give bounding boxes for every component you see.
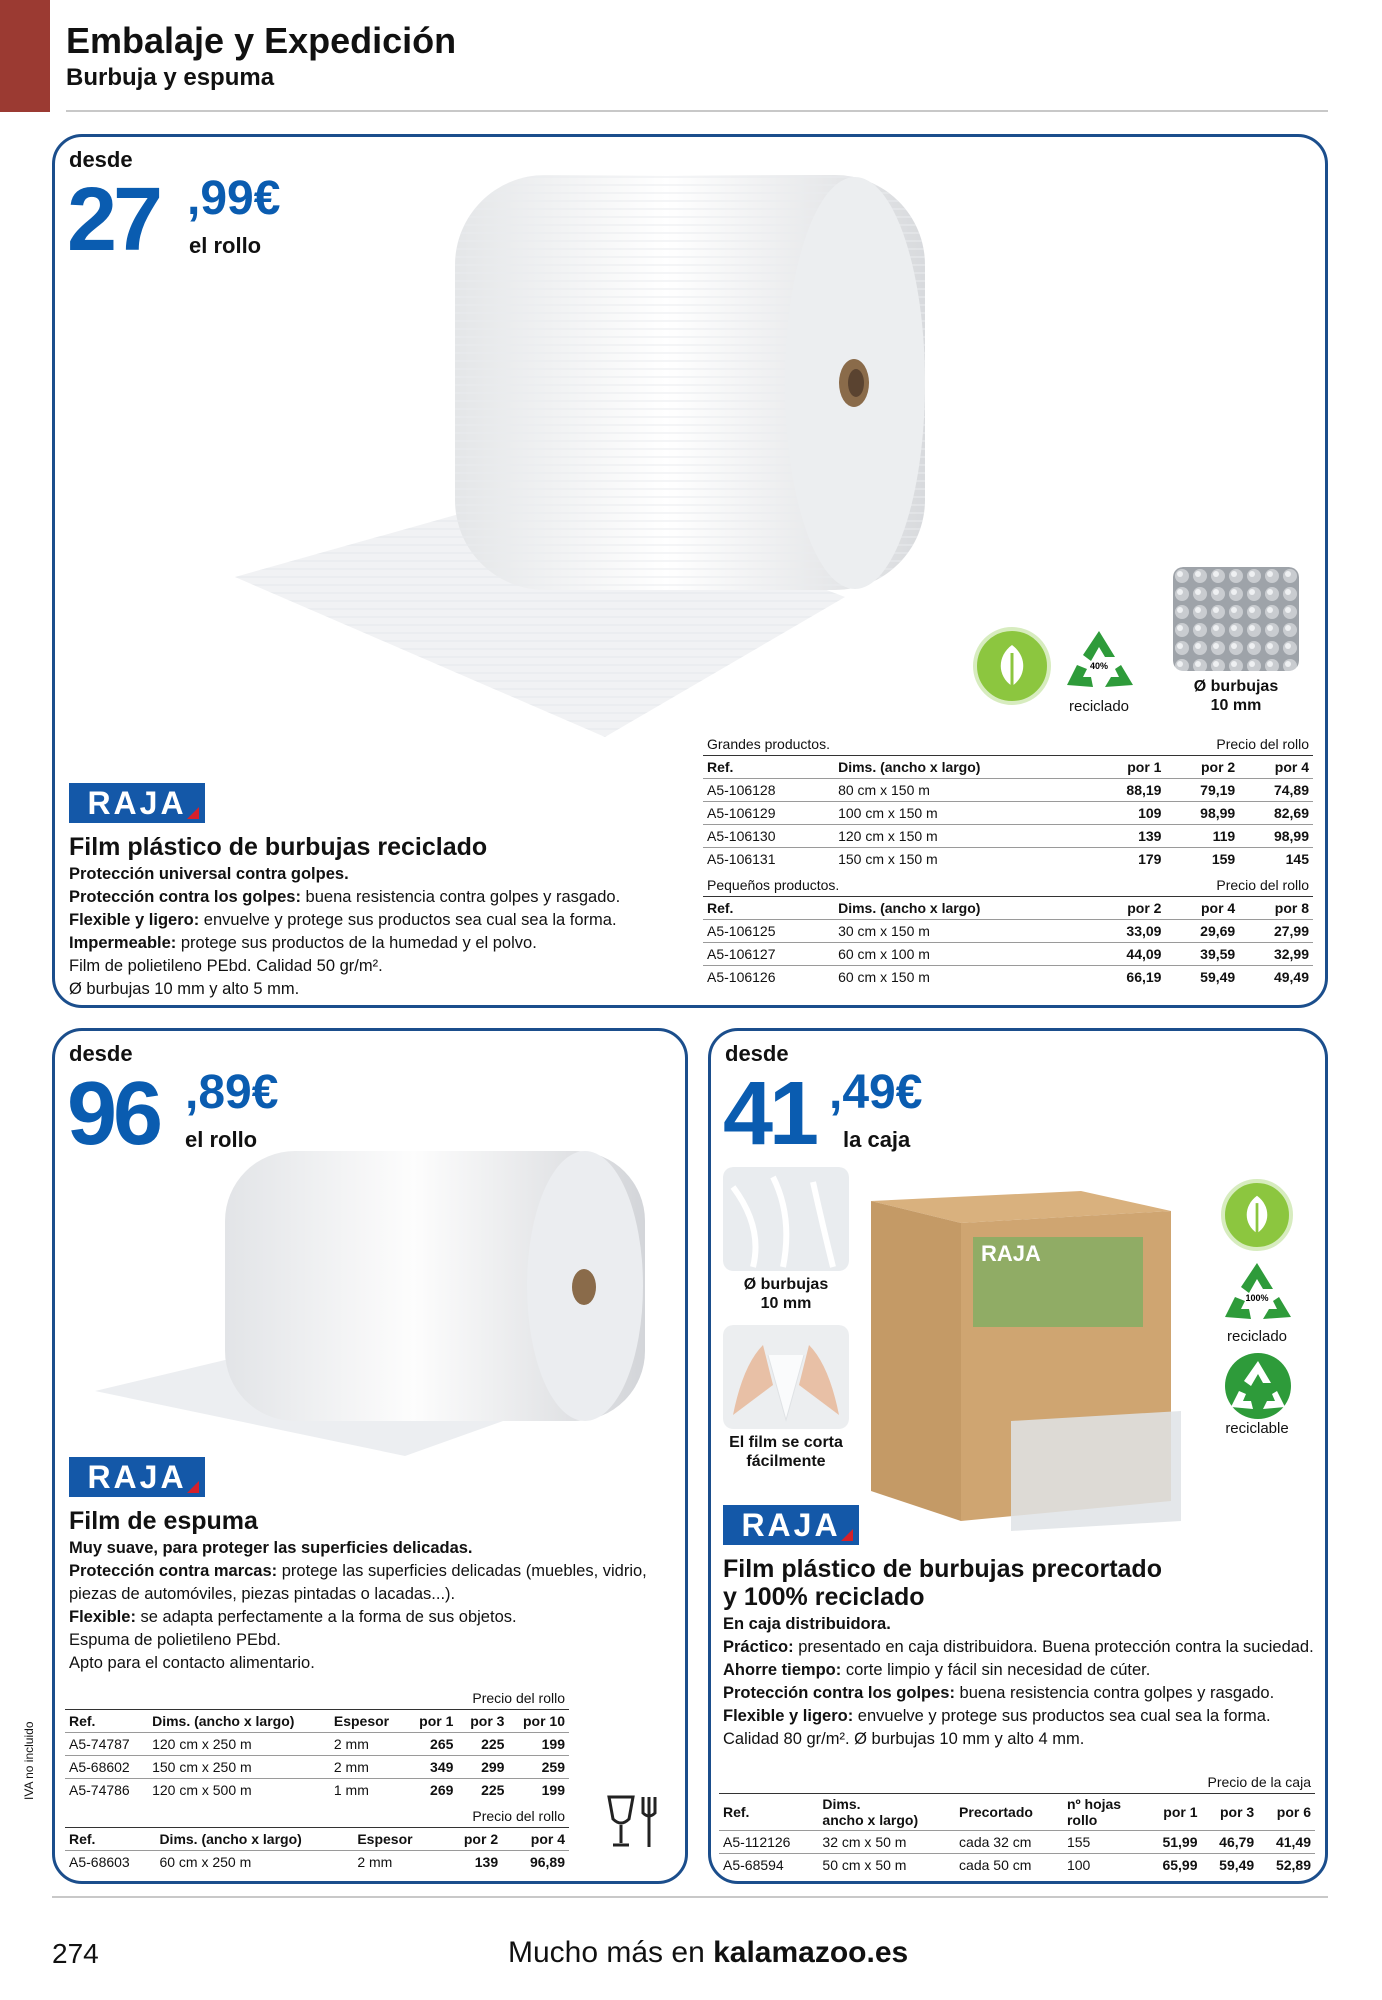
table-row bbox=[719, 1854, 1315, 1877]
table-cell: 27,99 bbox=[1239, 920, 1313, 943]
header-divider bbox=[66, 110, 1328, 112]
table-cell: 29,69 bbox=[1165, 920, 1239, 943]
raja-brand-logo bbox=[69, 1457, 205, 1497]
price-from-label: desde bbox=[69, 1041, 133, 1066]
product-description bbox=[69, 863, 709, 1001]
col-header: Espesor bbox=[353, 1828, 436, 1851]
spec-line: Apto para el contacto alimentario. bbox=[69, 1654, 315, 1672]
col-header: Ref. bbox=[719, 1794, 818, 1831]
product-title: Film plástico de burbujas reciclado bbox=[69, 833, 488, 861]
col-header: por 1 bbox=[406, 1710, 457, 1733]
col-header: por 1 bbox=[1145, 1794, 1202, 1831]
table-row bbox=[703, 920, 1313, 943]
price-decimals: ,89€ bbox=[185, 1066, 279, 1119]
table-cell: 33,09 bbox=[1092, 920, 1166, 943]
thumb-caption-cut bbox=[711, 1433, 861, 1471]
table-cell: 265 bbox=[406, 1733, 457, 1756]
eco-leaf-icon bbox=[973, 627, 1051, 705]
col-header: por 2 bbox=[437, 1828, 503, 1851]
table-cell: 60 cm x 100 m bbox=[834, 943, 1092, 966]
page-title: Embalaje y Expedición bbox=[66, 20, 457, 61]
table-cell: 98,99 bbox=[1239, 825, 1313, 848]
feature-label: Flexible y ligero: bbox=[69, 911, 200, 929]
table-cell: 66,19 bbox=[1092, 966, 1166, 989]
feature-label: Ahorre tiempo: bbox=[723, 1661, 842, 1679]
feature-text: buena resistencia contra golpes y rasgado. bbox=[300, 888, 621, 906]
table-cell: A5-106126 bbox=[703, 966, 834, 989]
price-decimals: ,49€ bbox=[829, 1066, 923, 1119]
table-section-label: Grandes productos. bbox=[707, 736, 830, 752]
section-color-tab bbox=[0, 0, 50, 112]
price-from-label: desde bbox=[69, 147, 133, 172]
table-cell: 79,19 bbox=[1165, 779, 1239, 802]
raja-brand-logo bbox=[723, 1505, 859, 1545]
product-tagline: En caja distribuidora. bbox=[723, 1615, 891, 1633]
table-cell: cada 50 cm bbox=[955, 1854, 1063, 1877]
col-header: por 3 bbox=[457, 1710, 508, 1733]
table-cell: 109 bbox=[1092, 802, 1166, 825]
table-cell: 50 cm x 50 m bbox=[818, 1854, 955, 1877]
feature-text: envuelve y protege sus productos sea cual sea la forma. bbox=[199, 911, 617, 929]
price-integer: 96 bbox=[67, 1064, 160, 1164]
table-row bbox=[703, 943, 1313, 966]
col-header: por 6 bbox=[1258, 1794, 1315, 1831]
feature-text: protege sus productos de la humedad y el polvo. bbox=[176, 934, 537, 952]
page-subtitle: Burbuja y espuma bbox=[66, 64, 275, 91]
table-price-header: Precio de la caja bbox=[1207, 1774, 1311, 1790]
price-unit: el rollo bbox=[189, 233, 262, 258]
price-table-large bbox=[703, 733, 1313, 988]
price-unit: la caja bbox=[843, 1127, 911, 1152]
table-cell: 225 bbox=[457, 1779, 508, 1802]
col-header: por 8 bbox=[1239, 897, 1313, 920]
product-description bbox=[69, 1537, 669, 1675]
table-cell: 41,49 bbox=[1258, 1831, 1315, 1854]
price-integer: 27 bbox=[67, 170, 160, 270]
product-tagline: Muy suave, para proteger las superficies delicadas. bbox=[69, 1539, 473, 1557]
table-cell: 120 cm x 150 m bbox=[834, 825, 1092, 848]
table-cell: 39,59 bbox=[1165, 943, 1239, 966]
table-cell: A5-106127 bbox=[703, 943, 834, 966]
recyclable-label: reciclable bbox=[1225, 1420, 1289, 1437]
table-cell: 225 bbox=[457, 1733, 508, 1756]
table-price-header: Precio del rollo bbox=[1216, 877, 1309, 893]
thumb-caption-line1: Ø burbujas bbox=[743, 1276, 829, 1293]
feature-text: corte limpio y fácil sin necesidad de cúter. bbox=[841, 1661, 1151, 1679]
col-header: Precortado bbox=[955, 1794, 1063, 1831]
price-integer: 41 bbox=[723, 1064, 816, 1164]
col-header: Ref. bbox=[65, 1828, 155, 1851]
footer-divider bbox=[52, 1896, 1328, 1898]
col-header: por 2 bbox=[1092, 897, 1166, 920]
feature-label: Flexible y ligero: bbox=[723, 1707, 854, 1725]
table-cell: 49,49 bbox=[1239, 966, 1313, 989]
table-cell: 2 mm bbox=[353, 1851, 436, 1874]
product-panel-precut-bubble bbox=[708, 1028, 1328, 1884]
bubble-size-label bbox=[1163, 677, 1309, 715]
raja-brand-logo bbox=[69, 783, 205, 823]
table-cell: 155 bbox=[1063, 1831, 1145, 1854]
footer-site[interactable]: kalamazoo.es bbox=[713, 1936, 909, 1969]
table-cell: 32,99 bbox=[1239, 943, 1313, 966]
brand-text: RAJA bbox=[87, 785, 187, 821]
recycled-icon bbox=[1061, 627, 1137, 693]
spec-line: Espuma de polietileno PEbd. bbox=[69, 1631, 281, 1649]
table-cell: 65,99 bbox=[1145, 1854, 1202, 1877]
table-row bbox=[719, 1831, 1315, 1854]
table-cell: 46,79 bbox=[1202, 1831, 1259, 1854]
price-table-foam-small bbox=[65, 1805, 569, 1873]
table-cell: 59,49 bbox=[1202, 1854, 1259, 1877]
table-cell: 199 bbox=[508, 1733, 569, 1756]
table-cell: 2 mm bbox=[330, 1733, 406, 1756]
col-header: Dims. (ancho x largo) bbox=[834, 756, 1092, 779]
col-header: por 4 bbox=[502, 1828, 569, 1851]
table-row bbox=[703, 966, 1313, 989]
recycled-pct: 40% bbox=[1089, 661, 1109, 671]
col-header: Espesor bbox=[330, 1710, 406, 1733]
brand-text: RAJA bbox=[741, 1507, 841, 1543]
bubble-size-label-line1: Ø burbujas bbox=[1193, 678, 1279, 695]
bubble-wrap-roll-image bbox=[135, 157, 1095, 757]
table-cell: 44,09 bbox=[1092, 943, 1166, 966]
table-cell: 60 cm x 150 m bbox=[834, 966, 1092, 989]
table-cell: 74,89 bbox=[1239, 779, 1313, 802]
recycled-icon bbox=[1219, 1259, 1295, 1325]
table-row bbox=[65, 1851, 569, 1874]
table-cell: A5-106128 bbox=[703, 779, 834, 802]
col-header: por 1 bbox=[1092, 756, 1166, 779]
table-cell: A5-74786 bbox=[65, 1779, 148, 1802]
product-title-line2: y 100% reciclado bbox=[723, 1583, 925, 1611]
col-header: por 4 bbox=[1165, 897, 1239, 920]
eco-leaf-icon bbox=[1221, 1179, 1293, 1251]
feature-text: envuelve y protege sus productos sea cual sea la forma. Calidad 80 gr/m². Ø burbujas 10 mm y alto 4 mm. bbox=[723, 1707, 1271, 1748]
table-cell: 98,99 bbox=[1165, 802, 1239, 825]
table-cell: A5-106129 bbox=[703, 802, 834, 825]
table-row bbox=[703, 825, 1313, 848]
table-cell: A5-68603 bbox=[65, 1851, 155, 1874]
col-header: Ref. bbox=[703, 756, 834, 779]
price-decimals: ,99€ bbox=[187, 172, 281, 225]
page-number: 274 bbox=[52, 1938, 99, 1969]
table-cell: 82,69 bbox=[1239, 802, 1313, 825]
footer-link[interactable] bbox=[508, 1936, 908, 1970]
table-row bbox=[703, 848, 1313, 871]
recyclable-icon bbox=[1223, 1351, 1293, 1421]
feature-label: Protección contra marcas: bbox=[69, 1562, 278, 1580]
table-cell: 88,19 bbox=[1092, 779, 1166, 802]
col-header: Dims. ancho x largo) bbox=[818, 1794, 955, 1831]
table-row bbox=[65, 1733, 569, 1756]
col-header: Dims. (ancho x largo) bbox=[148, 1710, 330, 1733]
thumb-caption-bubbles bbox=[711, 1275, 861, 1313]
thumb-caption-line2: 10 mm bbox=[760, 1295, 812, 1312]
table-cell: 52,89 bbox=[1258, 1854, 1315, 1877]
col-header: Ref. bbox=[703, 897, 834, 920]
table-cell: 120 cm x 250 m bbox=[148, 1733, 330, 1756]
thumb-caption-line2: fácilmente bbox=[746, 1453, 826, 1470]
table-cell: 199 bbox=[508, 1779, 569, 1802]
table-cell: 120 cm x 500 m bbox=[148, 1779, 330, 1802]
col-header: por 10 bbox=[508, 1710, 569, 1733]
col-header: por 3 bbox=[1202, 1794, 1259, 1831]
table-cell: 269 bbox=[406, 1779, 457, 1802]
product-title-line1: Film plástico de burbujas precortado bbox=[723, 1555, 1162, 1583]
svg-text:RAJA: RAJA bbox=[981, 1241, 1041, 1266]
table-cell: 145 bbox=[1239, 848, 1313, 871]
price-table-foam bbox=[65, 1687, 569, 1801]
price-table-precut bbox=[719, 1771, 1315, 1876]
table-cell: 51,99 bbox=[1145, 1831, 1202, 1854]
table-price-header: Precio del rollo bbox=[1216, 736, 1309, 752]
product-panel-foam bbox=[52, 1028, 688, 1884]
table-cell: 139 bbox=[1092, 825, 1166, 848]
feature-label: Protección contra los golpes: bbox=[723, 1684, 955, 1702]
brand-text: RAJA bbox=[87, 1459, 187, 1495]
table-row bbox=[65, 1756, 569, 1779]
recycled-label: reciclado bbox=[1068, 698, 1130, 715]
table-row bbox=[65, 1779, 569, 1802]
table-cell: 100 cm x 150 m bbox=[834, 802, 1092, 825]
table-cell: 119 bbox=[1165, 825, 1239, 848]
product-title: Film de espuma bbox=[69, 1507, 258, 1535]
table-cell: 32 cm x 50 m bbox=[818, 1831, 955, 1854]
table-cell: 259 bbox=[508, 1756, 569, 1779]
col-header: por 2 bbox=[1165, 756, 1239, 779]
thumb-caption-line1: El film se corta bbox=[729, 1434, 843, 1451]
col-header: Dims. (ancho x largo) bbox=[155, 1828, 353, 1851]
col-header: nº hojas rollo bbox=[1063, 1794, 1145, 1831]
table-cell: 100 bbox=[1063, 1854, 1145, 1877]
recycled-pct: 100% bbox=[1245, 1293, 1269, 1303]
spec-line: Film de polietileno PEbd. Calidad 50 gr/m². bbox=[69, 957, 383, 975]
bubble-size-label-line2: 10 mm bbox=[1210, 697, 1262, 714]
feature-label: Práctico: bbox=[723, 1638, 794, 1656]
table-price-header: Precio del rollo bbox=[472, 1690, 565, 1706]
feature-label: Impermeable: bbox=[69, 934, 177, 952]
footer-text: Mucho más en bbox=[508, 1936, 714, 1969]
price-from-label: desde bbox=[725, 1041, 789, 1066]
table-cell: 139 bbox=[437, 1851, 503, 1874]
product-tagline: Protección universal contra golpes. bbox=[69, 865, 349, 883]
product-description bbox=[723, 1613, 1315, 1751]
table-cell: A5-68594 bbox=[719, 1854, 818, 1877]
table-cell: A5-106125 bbox=[703, 920, 834, 943]
recycled-label: reciclado bbox=[1226, 1328, 1288, 1345]
cutting-film-thumb-image bbox=[723, 1325, 849, 1429]
feature-label: Flexible: bbox=[69, 1608, 136, 1626]
table-cell: 80 cm x 150 m bbox=[834, 779, 1092, 802]
table-cell: 59,49 bbox=[1165, 966, 1239, 989]
bubble-closeup-image bbox=[1173, 567, 1299, 671]
table-section-label: Pequeños productos. bbox=[707, 877, 840, 893]
feature-text: protege las superficies delicadas (muebles, vidrio, piezas de automóviles, piezas pintadas o lacadas...). bbox=[69, 1562, 647, 1603]
table-cell: 60 cm x 250 m bbox=[155, 1851, 353, 1874]
dispenser-box-image bbox=[861, 1171, 1181, 1531]
feature-label: Protección contra los golpes: bbox=[69, 888, 301, 906]
col-header: por 4 bbox=[1239, 756, 1313, 779]
col-header: Ref. bbox=[65, 1710, 148, 1733]
table-cell: 179 bbox=[1092, 848, 1166, 871]
table-cell: A5-74787 bbox=[65, 1733, 148, 1756]
table-cell: 299 bbox=[457, 1756, 508, 1779]
feature-text: se adapta perfectamente a la forma de sus objetos. bbox=[135, 1608, 517, 1626]
foam-roll-image bbox=[75, 1141, 675, 1461]
table-cell: 96,89 bbox=[502, 1851, 569, 1874]
table-cell: A5-106131 bbox=[703, 848, 834, 871]
table-cell: A5-68602 bbox=[65, 1756, 148, 1779]
table-row bbox=[703, 779, 1313, 802]
col-header: Dims. (ancho x largo) bbox=[834, 897, 1092, 920]
table-price-header: Precio del rollo bbox=[472, 1808, 565, 1824]
table-cell: 150 cm x 250 m bbox=[148, 1756, 330, 1779]
table-cell: A5-112126 bbox=[719, 1831, 818, 1854]
table-cell: 30 cm x 150 m bbox=[834, 920, 1092, 943]
table-cell: 349 bbox=[406, 1756, 457, 1779]
table-cell: 2 mm bbox=[330, 1756, 406, 1779]
feature-text: presentado en caja distribuidora. Buena protección contra la suciedad. bbox=[793, 1638, 1314, 1656]
tax-note: IVA no incluido bbox=[22, 1721, 36, 1800]
product-title bbox=[723, 1555, 1162, 1611]
table-cell: 159 bbox=[1165, 848, 1239, 871]
food-safe-icon bbox=[603, 1791, 665, 1853]
feature-text: buena resistencia contra golpes y rasgado. bbox=[954, 1684, 1275, 1702]
price-unit: el rollo bbox=[185, 1127, 258, 1152]
table-cell: A5-106130 bbox=[703, 825, 834, 848]
bubble-thumb-image bbox=[723, 1167, 849, 1271]
table-cell: 1 mm bbox=[330, 1779, 406, 1802]
table-row bbox=[703, 802, 1313, 825]
table-cell: 150 cm x 150 m bbox=[834, 848, 1092, 871]
product-panel-bubble-recycled bbox=[52, 134, 1328, 1008]
table-cell: cada 32 cm bbox=[955, 1831, 1063, 1854]
spec-line: Ø burbujas 10 mm y alto 5 mm. bbox=[69, 980, 300, 998]
